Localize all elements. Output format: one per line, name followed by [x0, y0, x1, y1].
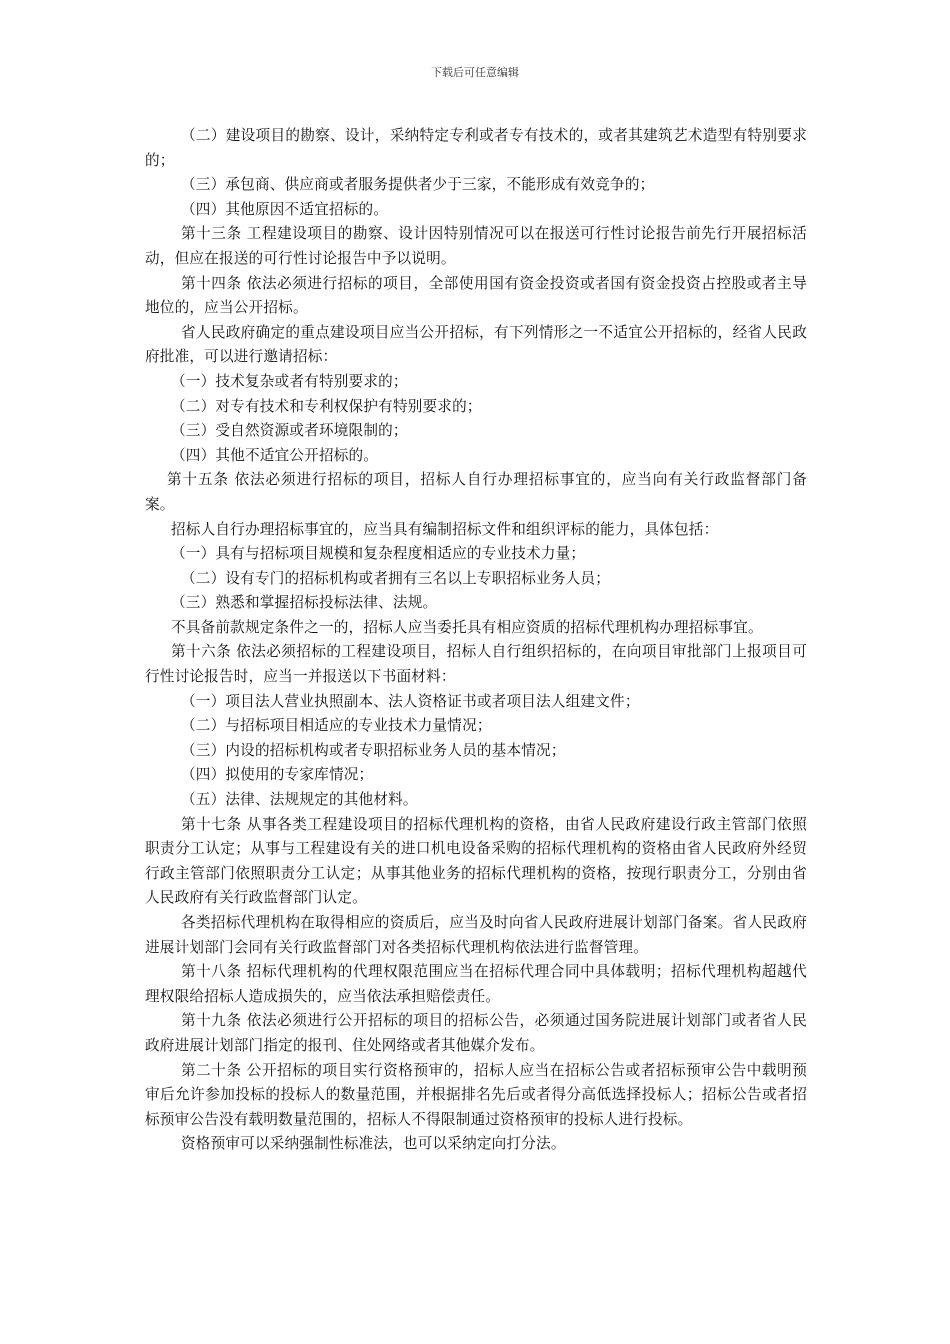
paragraph: （一）技术复杂或者有特别要求的；	[171, 372, 408, 390]
paragraph: 招标人自行办理招标事宜的，应当具有编制招标文件和组织评标的能力，具体包括：	[171, 520, 719, 538]
paragraph: 第十九条 依法必须进行公开招标的项目的招标公告，必须通过国务院进展计划部门或者省人民政府进展计划部门指定的报刊、住处网络或者其他媒介发布。	[145, 1012, 807, 1054]
page-header: 下载后可任意编辑	[431, 66, 519, 79]
paragraph: （一）具有与招标项目规模和复杂程度相适应的专业技术力量；	[171, 545, 586, 563]
paragraph: 第十七条 从事各类工程建设项目的招标代理机构的资格，由省人民政府建设行政主管部门依照职责分工认定；从事与工程建设有关的进口机电设备采购的招标代理机构的资格由省人民政府外经贸行政主管部门依照职责分工认定；从事其他业务的招标代理机构的资格，按现行职责分工，分别由省人民政府有关行政监督部门认定。	[145, 815, 807, 907]
paragraph: （三）熟悉和掌握招标投标法律、法规。	[171, 594, 438, 612]
paragraph: 第十六条 依法必须招标的工程建设项目，招标人自行组织招标的，在向项目审批部门上报项目可行性讨论报告时，应当一并报送以下书面材料：	[145, 643, 807, 686]
paragraph: 第十三条 工程建设项目的勘察、设计因特别情况可以在报送可行性讨论报告前先行开展招标活动，但应在报送的可行性讨论报告中予以说明。	[145, 225, 807, 267]
paragraph: 资格预审可以采纳强制性标准法，也可以采纳定向打分法。	[181, 1135, 566, 1153]
paragraph: （三）内设的招标机构或者专职招标业务人员的基本情况；	[181, 741, 566, 759]
paragraph: （三）承包商、供应商或者服务提供者少于三家，不能形成有效竞争的；	[181, 176, 655, 194]
paragraph: 各类招标代理机构在取得相应的资质后，应当及时向省人民政府进展计划部门备案。省人民政府进展计划部门会同有关行政监督部门对各类招标代理机构依法进行监督管理。	[145, 914, 807, 956]
paragraph: 第十四条 依法必须进行招标的项目，全部使用国有资金投资或者国有资金投资占控股或者主导地位的，应当公开招标。	[145, 274, 807, 317]
paragraph: （四）其他原因不适宜招标的。	[181, 200, 389, 218]
paragraph: 第二十条 公开招标的项目实行资格预审的，招标人应当在招标公告或者招标预审公告中载明预审后允许参加投标的投标人的数量范围，并根据排名先后或者得分高低选择投标人；招标公告或者招标预审公告没有载明数量范围的，招标人不得限制通过资格预审的投标人进行投标。	[145, 1061, 807, 1128]
paragraph: （四）拟使用的专家库情况；	[181, 766, 374, 784]
paragraph: （一）项目法人营业执照副本、法人资格证书或者项目法人组建文件；	[181, 692, 640, 710]
paragraph: 第十五条 依法必须进行招标的项目，招标人自行办理招标事宜的，应当向有关行政监督部门备案。	[145, 471, 807, 513]
document-body	[145, 124, 807, 1157]
paragraph: （二）建设项目的勘察、设计，采纳特定专利或者专有技术的，或者其建筑艺术造型有特别要求的；	[145, 127, 807, 169]
paragraph: （三）受自然资源或者环境限制的；	[171, 422, 408, 440]
paragraph: （二）对专有技术和专利权保护有特别要求的；	[171, 397, 482, 415]
paragraph: （二）与招标项目相适应的专业技术力量情况；	[181, 717, 492, 735]
paragraph: （五）法律、法规规定的其他材料。	[181, 791, 418, 809]
paragraph: 省人民政府确定的重点建设项目应当公开招标，有下列情形之一不适宜公开招标的，经省人民政府批准，可以进行邀请招标：	[145, 323, 807, 366]
paragraph: 第十八条 招标代理机构的代理权限范围应当在招标代理合同中具体载明；招标代理机构超越代理权限给招标人造成损失的，应当依法承担赔偿责任。	[145, 963, 807, 1005]
paragraph: （二）设有专门的招标机构或者拥有三名以上专职招标业务人员；	[181, 569, 611, 587]
paragraph: 不具备前款规定条件之一的，招标人应当委托具有相应资质的招标代理机构办理招标事宜。	[171, 618, 763, 636]
paragraph: （四）其他不适宜公开招标的。	[171, 446, 379, 464]
